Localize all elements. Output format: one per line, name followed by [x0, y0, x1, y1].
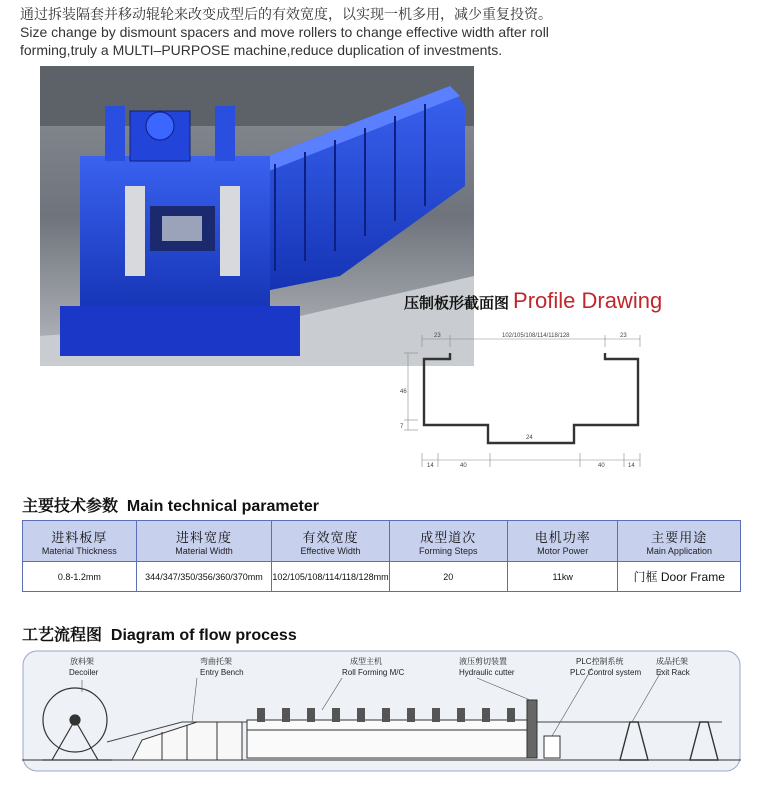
params-title-en: Main technical parameter — [126, 498, 319, 515]
header-effective-width: 有效宽度 Effective Width — [272, 521, 389, 562]
flow-decoiler-en: Decoiler — [69, 668, 99, 677]
profile-title-en: Profile Drawing — [513, 288, 663, 313]
value-motor-power: 11kw — [507, 562, 617, 592]
header-motor-power: 电机功率 Motor Power — [507, 521, 617, 562]
flow-exit-rack-cn: 成品托架 — [656, 657, 688, 666]
value-forming-steps: 20 — [389, 562, 507, 592]
params-value-row — [23, 562, 741, 592]
flow-plc-en: PLC Control system — [570, 668, 642, 677]
header-forming-steps: 成型道次 Forming Steps — [389, 521, 507, 562]
flow-title — [22, 622, 297, 645]
header-material-width: 进料宽度 Material Width — [136, 521, 272, 562]
dim-height: 46 — [400, 389, 407, 395]
dim-bottom-left-edge: 14 — [427, 463, 434, 469]
flow-roll-forming-en: Roll Forming M/C — [342, 668, 405, 677]
intro-line-en-1: Size change by dismount spacers and move rollers to change effective width after roll — [20, 24, 549, 40]
value-effective-width: 102/105/108/114/118/128mm — [272, 562, 389, 592]
dim-inner-bottom: 24 — [526, 435, 533, 441]
flow-plc-cn: PLC控制系统 — [576, 657, 624, 666]
flow-cutter-en: Hydraulic cutter — [459, 668, 515, 677]
dim-bottom-right-edge: 14 — [628, 463, 635, 469]
intro-line-en-2: forming,truly a MULTI–PURPOSE machine,reduce duplication of investments. — [20, 42, 503, 58]
flow-diagram — [22, 650, 741, 772]
profile-drawing — [390, 325, 740, 475]
flow-decoiler-cn: 放料架 — [70, 657, 94, 666]
value-material-thickness: 0.8-1.2mm — [23, 562, 137, 592]
params-title — [22, 493, 319, 516]
flow-exit-rack-en: Exit Rack — [656, 668, 690, 677]
dim-top-left: 23 — [434, 333, 441, 339]
flow-title-en: Diagram of flow process — [110, 627, 297, 644]
flow-title-cn: 工艺流程图 — [22, 627, 103, 644]
value-material-width: 344/347/350/356/360/370mm — [136, 562, 272, 592]
dim-bottom-left: 40 — [460, 463, 467, 469]
dim-top-right: 23 — [620, 333, 627, 339]
dim-top-center: 102/105/108/114/118/128 — [502, 333, 570, 339]
flow-roll-forming-cn: 成型主机 — [350, 657, 382, 666]
dim-bottom-right: 40 — [598, 463, 605, 469]
profile-drawing-title — [404, 288, 662, 314]
dim-side-small: 7 — [400, 424, 404, 430]
intro-text — [20, 5, 740, 59]
params-table — [22, 520, 741, 592]
flow-cutter-cn: 液压剪切装置 — [459, 657, 507, 666]
flow-entry-bench-en: Entry Bench — [200, 668, 244, 677]
params-header-row — [23, 521, 741, 562]
profile-title-cn: 压制板形截面图 — [404, 295, 510, 312]
header-material-thickness: 进料板厚 Material Thickness — [23, 521, 137, 562]
intro-line-cn: 通过拆装隔套并移动辊轮来改变成型后的有效宽度，以实现一机多用，减少重复投资。 — [20, 6, 552, 22]
value-main-application: 门框 Door Frame — [618, 562, 741, 592]
params-title-cn: 主要技术参数 — [22, 498, 119, 515]
flow-entry-bench-cn: 弯曲托架 — [200, 657, 232, 666]
header-main-application: 主要用途 Main Application — [618, 521, 741, 562]
machine-photo — [40, 66, 474, 366]
